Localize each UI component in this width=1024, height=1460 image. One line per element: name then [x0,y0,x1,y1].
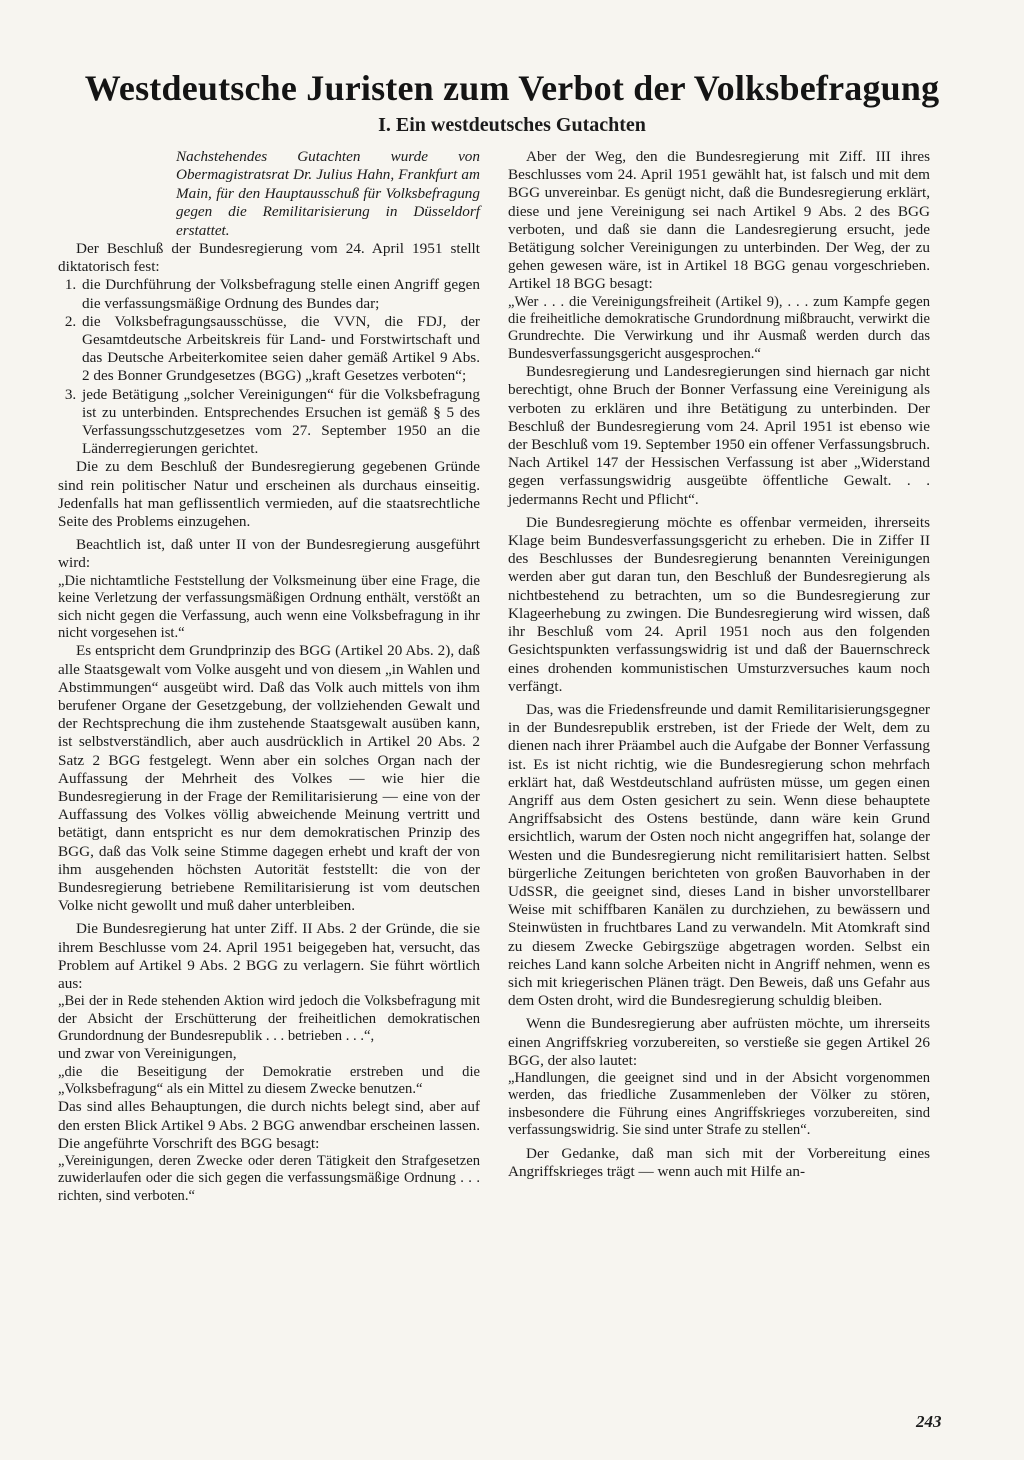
page-number: 243 [916,1412,942,1431]
paragraph: Der Gedanke, daß man sich mit der Vorbereitung eines Angriffskrieges trägt — wenn auch mit Hilfe an- [508,1144,930,1180]
list-item: 3. jede Betätigung „solcher Vereinigungen“ für die Volksbefragung ist zu unterbinden. Entsprechendes Ersuchen ist gemäß § 5 des Verfassungsschutzgesetzes vom 27. September 1950 an die Länderregierungen gerichtet. [80,386,480,459]
quote: „Handlungen, die geeignet sind und in der Absicht vorgenommen werden, das friedliche Zusammenleben der Völker zu stören, insbesondere die Führung eines Angriffskrieges vorzubereiten, sind verfassungswidrig. Sie sind unter Strafe zu stellen“. [508,1069,930,1139]
paragraph: Aber der Weg, den die Bundesregierung mit Ziff. III ihres Beschlusses vom 24. April 1951 gewählt hat, ist falsch und mit dem BGG unvereinbar. Es genügt nicht, daß die Bundesregierung erklärt, diese und jene Vereinigung sei nach Artikel 9 Abs. 2 des BGG verboten, und daß sie dann die Landesregierung ersucht, jede Betätigung solcher Vereinigungen zu unterbinden. Der Weg, der zu gehen gewesen wäre, ist in Artikel 18 BGG genau vorgeschrieben. Artikel 18 BGG besagt: [508,148,930,293]
paragraph: Es entspricht dem Grundprinzip des BGG (Artikel 20 Abs. 2), daß alle Staatsgewalt vom Volke ausgeht und von diesem „in Wahlen und Abstimmungen“ ausgeübt wird. Daß das Volk auch mittels von ihm berufener Organe der Gesetzgebung, der vollziehenden Gewalt und der Rechtsprechung die ihm zustehende Staatsgewalt ausüben kann, ist selbstverständlich, aber auch ausdrücklich in Artikel 20 Abs. 2 Satz 2 BGG festgelegt. Wenn aber ein solches Organ nach der Auffassung der Mehrheit des Volkes — wie hier die Bundesregierung in der Frage der Remilitarisierung — eine von der Auffassung des Volkes völlig abweichende Meinung vertritt und betätigt, dann entspricht es nur dem demokratischen Prinzip des BGG, daß das Volk seine Stimme dagegen erhebt und kraft der von ihm ausgehenden höchsten Autorität feststellt: die von der Bundesregierung betriebene Remilitarisierung ist vom deutschen Volke nicht gewollt und muß daher unterbleiben. [58,642,480,915]
paragraph: Beachtlich ist, daß unter II von der Bundesregierung ausgeführt wird: [58,536,480,572]
numbered-list [58,276,480,458]
quote: „Wer . . . die Vereinigungsfreiheit (Artikel 9), . . . zum Kampfe gegen die freiheitliche demokratische Grundordnung mißbraucht, verwirkt die Grundrechte. Die Verwirkung und ihr Ausmaß werden durch das Bundesverfassungsgericht ausgesprochen.“ [508,293,930,362]
paragraph: Die zu dem Beschluß der Bundesregierung gegebenen Gründe sind rein politischer Natur und erscheinen als durchaus einseitig. Jedenfalls hat man geflissentlich vermieden, auf die staatsrechtliche Seite des Problems einzugehen. [58,458,480,531]
quote: „Bei der in Rede stehenden Aktion wird jedoch die Volksbefragung mit der Absicht der Erschütterung der freiheitlichen demokratischen Grundordnung der Bundesrepublik . . . betrieben . . .“, [58,993,480,1044]
paragraph: Wenn die Bundesregierung aber aufrüsten möchte, um ihrerseits einen Angriffskrieg vorzubereiten, so verstieße sie gegen Artikel 26 BGG, der also lautet: [508,1015,930,1069]
paragraph: und zwar von Vereinigungen, [58,1045,237,1063]
article-title: Westdeutsche Juristen zum Verbot der Volksbefragung [84,68,940,108]
quote: „die die Beseitigung der Demokratie erstreben und die „Volksbefragung“ als ein Mittel zu diesem Zwecke benutzen.“ [58,1063,480,1097]
paragraph: Das sind alles Behauptungen, die durch nichts belegt sind, aber auf den ersten Blick Artikel 9 Abs. 2 BGG anwendbar erscheinen lassen. Die angeführte Vorschrift des BGG besagt: [58,1098,480,1152]
quote: „Vereinigungen, deren Zwecke oder deren Tätigkeit den Strafgesetzen zuwiderlaufen oder die sich gegen die verfassungsmäßige Ordnung . . . richten, sind verboten.“ [58,1153,480,1204]
paragraph: Die Bundesregierung hat unter Ziff. II Abs. 2 der Gründe, die sie ihrem Beschlusse vom 24. April 1951 beigegeben hat, versucht, das Problem auf Artikel 9 Abs. 2 BGG zu verlagern. Sie führt wörtlich aus: [58,920,480,992]
right-column [508,148,930,1181]
paragraph: Das, was die Friedensfreunde und damit Remilitarisierungsgegner in der Bundesrepublik erstreben, ist der Friede der Welt, dem zu dienen nach ihrer Präambel auch die Aufgabe der Bonner Verfassung ist. Es ist nicht richtig, wie die Bundesregierung schon mehrfach erklärt hat, daß Westdeutschland aufrüsten müsse, um gegen einen Angriff aus dem Osten gesichert zu sein. Wenn diese behauptete Angriffsabsicht des Ostens bestünde, dann wäre kein Grund ersichtlich, warum der Osten noch nicht angegriffen hat, solange der Westen und die Bundesregierung nicht remilitarisiert hatten. Selbst bürgerliche Zeitungen berichteten von großen Bauvorhaben in der UdSSR, die geeignet sind, dieses Land in bisher unvorstellbarer Weise mit schiffbaren Kanälen zu durchziehen, zu bewässern und Steinwüsten in fruchtbares Land zu verwandeln. Mit Atomkraft sind zu diesem Zwecke Gebirgszüge abgetragen worden. Selbst ein reiches Land kann solche Arbeiten nicht in Angriff nehmen, wenn es sich mit kriegerischen Plänen trägt. Den Beweis, daß uns Gefahr aus dem Osten droht, wird die Bundesregierung schuldig bleiben. [508,700,930,1010]
paragraph: Die Bundesregierung möchte es offenbar vermeiden, ihrerseits Klage beim Bundesverfassungsgericht zu erheben. Die in Ziffer II des Beschlusses der Bundesregierung benannten Vereinigungen werden aber gut daran tun, den Beschluß der Bundesregierung als nichtbestehend zu betrachten, um so die Bundesregierung zur Klageerhebung zu zwingen. Die Bundesregierung wird wissen, daß ihr Beschluß vom 24. April 1951 noch aus den folgenden Gesichtspunkten verfassungswidrig ist und daß der Bauernschreck eines drohenden kommunistischen Umsturzversuches kaum noch verfängt. [508,513,930,695]
intro-note: Nachstehendes Gutachten wurde von Obermagistratsrat Dr. Julius Hahn, Frankfurt am Main, für den Hauptausschuß für Volksbefragung gegen die Remilitarisierung in Düsseldorf erstattet. [176,148,480,239]
list-item: 2. die Volksbefragungsausschüsse, die VVN, die FDJ, der Gesamtdeutsche Arbeitskreis für Land- und Forstwirtschaft und das Deutsche Arbeiterkomitee seien daher gemäß Artikel 9 Abs. 2 des Bonner Grundgesetzes (BGG) „kraft Gesetzes verboten“; [80,313,480,386]
article-subtitle: I. Ein westdeutsches Gutachten [378,114,646,136]
paragraph: Der Beschluß der Bundesregierung vom 24. April 1951 stellt diktatorisch fest: [58,240,480,276]
paragraph: Bundesregierung und Landesregierungen sind hiernach gar nicht berechtigt, ohne Bruch der Bonner Verfassung eine Vereinigung als verboten zu erklären und ihre Betätigung zu unterbinden. Der Beschluß der Bundesregierung vom 24. April 1951 ist ebenso wie der Beschluß vom 19. September 1950 ein offener Verfassungsbruch. Nach Artikel 147 der Hessischen Verfassung ist aber „Widerstand gegen verfassungswidrig ausgeübte öffentliche Gewalt. . . jedermanns Recht und Pflicht“. [508,363,930,508]
list-item: 1. die Durchführung der Volksbefragung stelle einen Angriff gegen die verfassungsmäßige Ordnung des Bundes dar; [80,276,480,312]
quote: „Die nichtamtliche Feststellung der Volksmeinung über eine Frage, die keine Verletzung der verfassungsmäßigen Ordnung enthält, verstößt an sich nicht gegen die Verfassung, auch wenn eine Volksbefragung in ihr nicht vorgesehen ist.“ [58,572,480,641]
left-column [58,148,480,1205]
